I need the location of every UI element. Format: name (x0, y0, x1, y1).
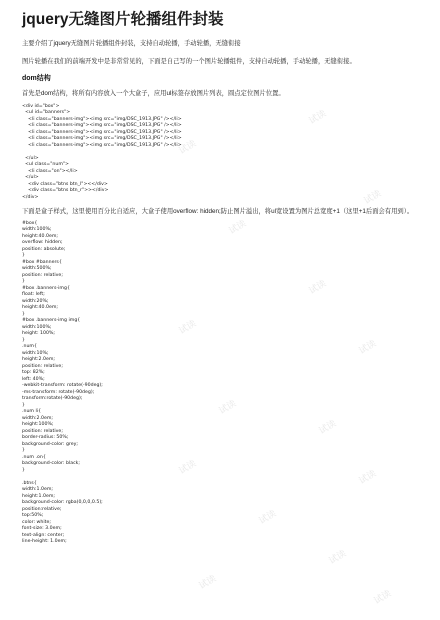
watermark-text: 试读 (316, 418, 338, 436)
code-line: position: relative; (22, 363, 63, 369)
code-line: } (22, 467, 25, 473)
code-line: </ul> (22, 155, 39, 161)
code-line: top:50%; (22, 513, 44, 518)
code-line: .num .on{ (22, 454, 46, 460)
code-line: </ul> (22, 175, 39, 180)
code-line: height:40.0em; (22, 233, 58, 239)
body-paragraph: 图片轮播在我们的前端开发中是非常常见的，下面是自己写的一个图片轮播组件，支持自动轮播，手动轮播，无缝衔接。 (22, 57, 356, 65)
code-line: height:1.0em; (22, 493, 56, 499)
watermark-text: 试读 (361, 188, 383, 206)
code-line: <li class="banners-img"><img src="img/DSC_1913.JPG" /></li> (22, 136, 182, 141)
watermark-text: 试读 (176, 138, 198, 156)
watermark-text: 试读 (176, 458, 198, 476)
code-line: #box #banners{ (22, 259, 62, 265)
code-line: <li class="banners-img"><img src="img/DSC_1913.JPG" /></li> (22, 142, 182, 148)
code-line: float: left; (22, 292, 45, 297)
code-line: height:40.0em; (22, 305, 58, 310)
code-line: position: absolute; (22, 246, 66, 252)
intro-text: 主要介绍了jquery无缝图片轮播组件封装，支持自动轮播，手动轮播，无缝衔接 (22, 40, 241, 47)
code-line: <ul class="num"> (22, 162, 69, 167)
code-line: <li class="on"></li> (22, 168, 78, 174)
code-line: #box .banners-img img{ (22, 318, 81, 323)
code-line: transform:rotate(-90deg); (22, 396, 83, 401)
code-line: height: 100%; (22, 331, 55, 336)
code-line: font-size: 3.0em; (22, 526, 62, 531)
watermark-text: 试读 (216, 398, 238, 416)
code-line: } (22, 402, 25, 408)
watermark-text: 试读 (326, 548, 348, 566)
code-line: } (22, 279, 25, 284)
code-line: <ul id="banners"> (22, 110, 71, 115)
watermark-text: 试读 (371, 588, 393, 606)
code-line: width:10%; (22, 350, 49, 356)
code-line: #box .banners-img{ (22, 285, 70, 291)
dom-code-block (22, 104, 418, 202)
code-line: width:100%; (22, 227, 52, 232)
code-line: .num{ (22, 344, 37, 349)
code-line: position: relative; (22, 272, 63, 278)
code-line: <li class="banners-img"><img src="img/DSC_1913.JPG" /></li> (22, 123, 182, 128)
watermark-text: 试读 (306, 278, 328, 296)
code-line: position: relative; (22, 428, 63, 434)
css-description: 下面是盒子样式，这里使用百分比自适应，大盒子使用overflow: hidden;防止图片溢出，将ul宽设置为图片总宽度+1（这里+1后面会有用到）。 (22, 208, 414, 215)
watermark-text: 试读 (176, 318, 198, 336)
watermark-text: 试读 (196, 573, 218, 591)
code-line: } (22, 448, 25, 453)
code-line: width:500%; (22, 266, 52, 271)
page-title: jquery无缝图片轮播组件封装 (22, 11, 224, 28)
code-line: height:2.0em; (22, 357, 56, 362)
code-line: border-radius: 50%; (22, 435, 69, 440)
watermark-text: 试读 (306, 108, 328, 126)
code-line: color: white; (22, 519, 51, 525)
code-line: <li class="banners-img"><img src="img/DSC_1913.JPG" /></li> (22, 116, 182, 122)
code-line: #box{ (22, 220, 38, 226)
code-line: .num li{ (22, 409, 42, 414)
code-line: </div> (22, 194, 39, 200)
code-line: background-color: rgba(0,0,0,0.5); (22, 500, 103, 505)
code-line: background-color: grey; (22, 441, 78, 447)
section-heading-dom: dom结构 (22, 75, 51, 82)
code-line: .btns{ (22, 480, 37, 486)
code-line: <div class="btns btn_r">></div> (22, 188, 109, 193)
code-line: <li class="banners-img"><img src="img/DSC_1913.JPG" /></li> (22, 129, 182, 135)
code-line: <div class="btns btn_l"><</div> (22, 181, 108, 187)
code-line: overflow: hidden; (22, 240, 63, 245)
code-line: width:100%; (22, 324, 52, 330)
code-line: } (22, 311, 25, 317)
code-line: -webkit-transform: rotate(-90deg); (22, 383, 103, 388)
watermark-text: 试读 (226, 218, 248, 236)
watermark-text: 试读 (356, 468, 378, 486)
code-line: line-height: 1.0em; (22, 539, 67, 544)
code-line: position:relative; (22, 506, 62, 512)
code-line: } (22, 253, 25, 258)
code-line: text-align: center; (22, 532, 65, 538)
code-line: height:100%; (22, 422, 54, 427)
css-code-block (22, 221, 418, 546)
code-line: width:1.0em; (22, 487, 53, 492)
code-line: width:20%; (22, 298, 49, 304)
dom-description: 首先是dom结构，将所有内容放入一个大盒子，应用ul标签存放图片列表，圆点定位图片位置。 (22, 90, 285, 97)
watermark-text: 试读 (356, 338, 378, 356)
code-line: width:2.0em; (22, 415, 53, 421)
code-line: top: 82%; (22, 370, 45, 375)
code-line: left: 40%; (22, 376, 45, 382)
code-line: -ms-transform: rotate(-90deg); (22, 389, 95, 395)
watermark-text: 试读 (256, 508, 278, 526)
code-line: } (22, 337, 25, 343)
code-line: background-color: black; (22, 461, 80, 466)
code-line: <div id="box"> (22, 103, 60, 109)
